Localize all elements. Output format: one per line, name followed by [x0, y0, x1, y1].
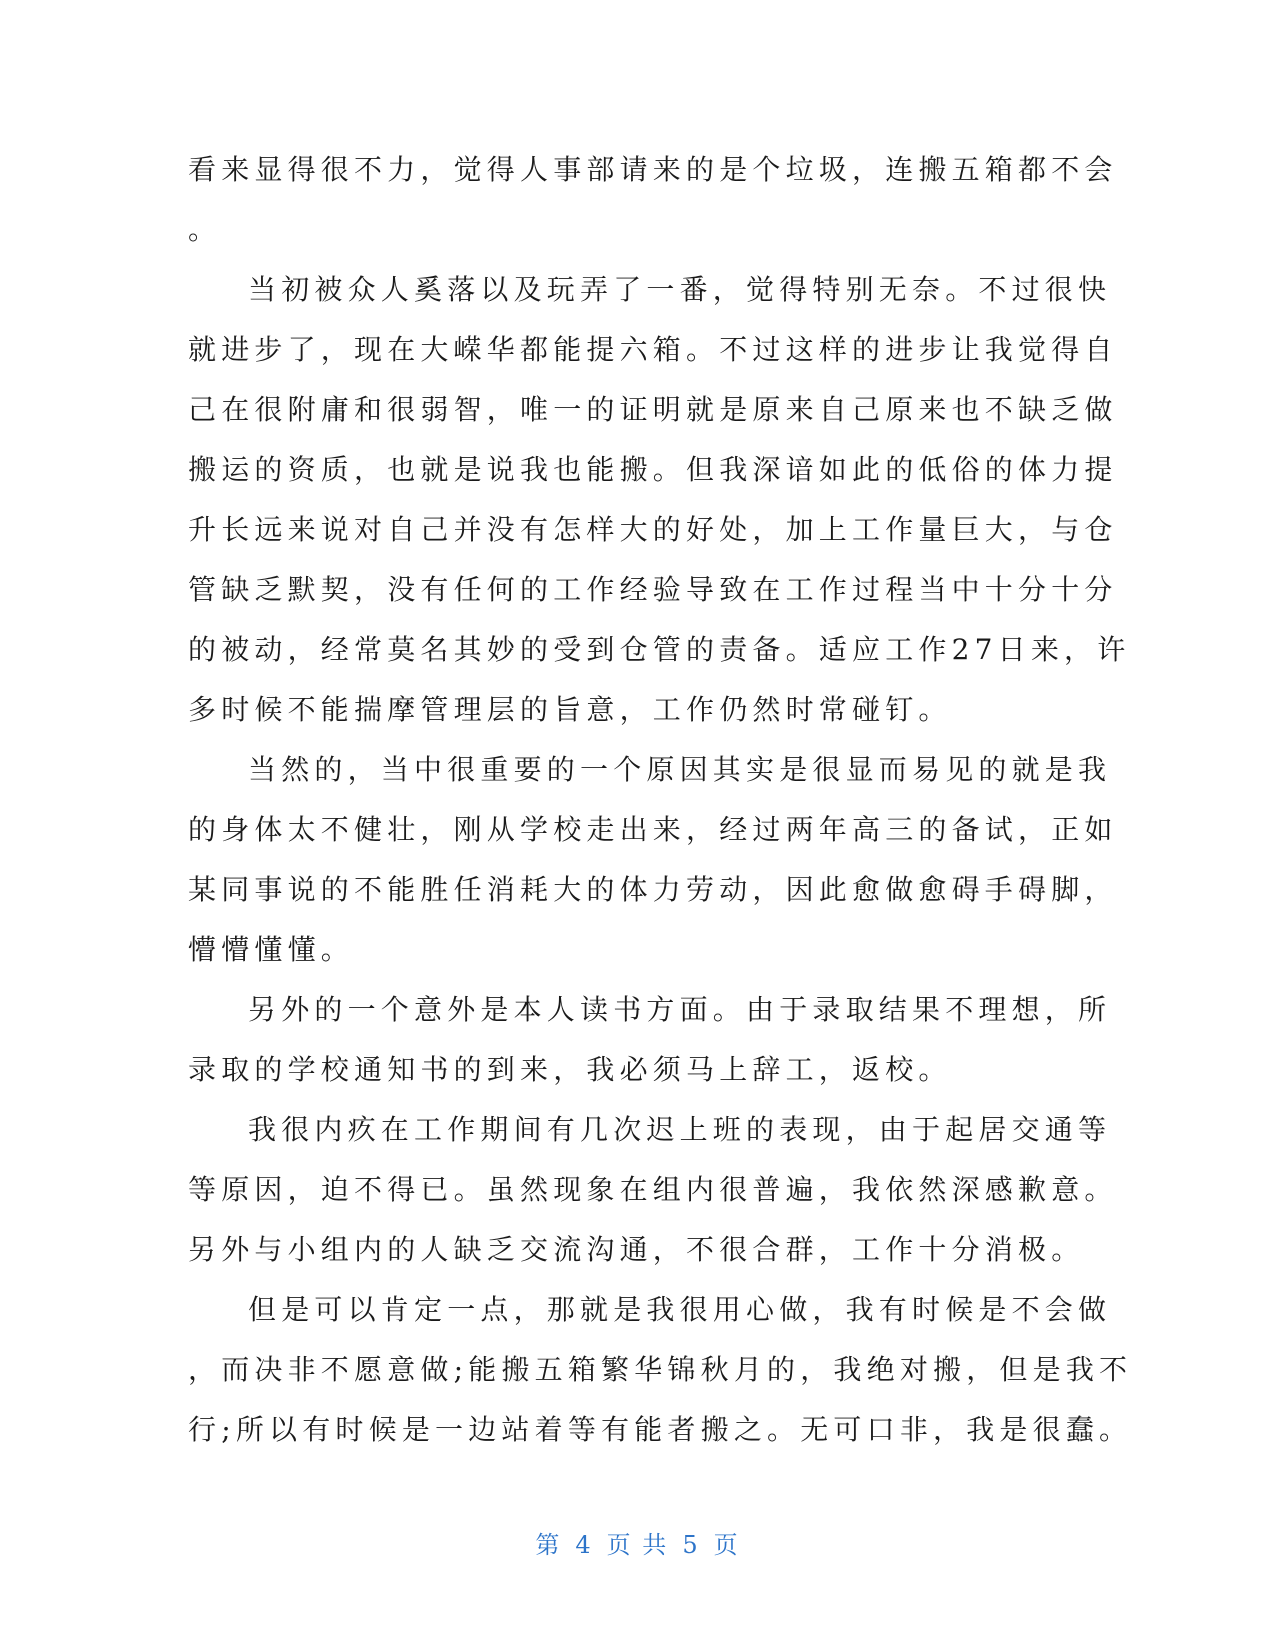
text-line: 的身体太不健壮，刚从学校走出来，经过两年高三的备试，正如 [188, 813, 1118, 846]
text-line: 就进步了，现在大嵘华都能提六箱。不过这样的进步让我觉得自 [188, 333, 1118, 366]
footer-middle: 页 共 [606, 1531, 669, 1559]
paragraph-first-line: 当然的，当中很重要的一个原因其实是很显而易见的就是我 [248, 753, 1112, 786]
text-line: 懵懵懂懂。 [188, 933, 355, 966]
text-line: 录取的学校通知书的到来，我必须马上辞工，返校。 [188, 1053, 952, 1086]
footer-suffix: 页 [713, 1531, 740, 1559]
text-line: 看来显得很不力，觉得人事部请来的是个垃圾，连搬五箱都不会 [188, 153, 1118, 186]
footer-prefix: 第 [535, 1531, 562, 1559]
page-footer [0, 1525, 1275, 1560]
text-line: 另外与小组内的人缺乏交流沟通，不很合群，工作十分消极。 [188, 1233, 1085, 1266]
text-line: 搬运的资质，也就是说我也能搬。但我深谙如此的低俗的体力提 [188, 453, 1118, 486]
text-line: ，而决非不愿意做;能搬五箱繁华锦秋月的，我绝对搬，但是我不 [188, 1353, 1133, 1386]
text-line: 多时候不能揣摩管理层的旨意，工作仍然时常碰钉。 [188, 693, 952, 726]
text-line: 己在很附庸和很弱智，唯一的证明就是原来自己原来也不缺乏做 [188, 393, 1118, 426]
text-line: 。 [188, 213, 222, 246]
text-line: 等原因，迫不得已。虽然现象在组内很普遍，我依然深感歉意。 [188, 1173, 1118, 1206]
text-line: 管缺乏默契，没有任何的工作经验导致在工作过程当中十分十分 [188, 573, 1118, 606]
paragraph-first-line: 另外的一个意外是本人读书方面。由于录取结果不理想，所 [248, 993, 1112, 1026]
total-pages-number: 5 [682, 1531, 700, 1559]
paragraph-first-line: 我很内疚在工作期间有几次迟上班的表现，由于起居交通等 [248, 1113, 1112, 1146]
text-line: 的被动，经常莫名其妙的受到仓管的责备。适应工作27日来，许 [188, 633, 1131, 666]
paragraph-first-line: 当初被众人奚落以及玩弄了一番，觉得特别无奈。不过很快 [248, 273, 1112, 306]
text-line: 某同事说的不能胜任消耗大的体力劳动，因此愈做愈碍手碍脚， [188, 873, 1118, 906]
current-page-number: 4 [575, 1531, 593, 1559]
document-body [188, 140, 1133, 1460]
paragraph-first-line: 但是可以肯定一点，那就是我很用心做，我有时候是不会做 [248, 1293, 1112, 1326]
text-line: 行;所以有时候是一边站着等有能者搬之。无可口非，我是很蠢。 [188, 1413, 1133, 1446]
text-line: 升长远来说对自己并没有怎样大的好处，加上工作量巨大，与仓 [188, 513, 1118, 546]
